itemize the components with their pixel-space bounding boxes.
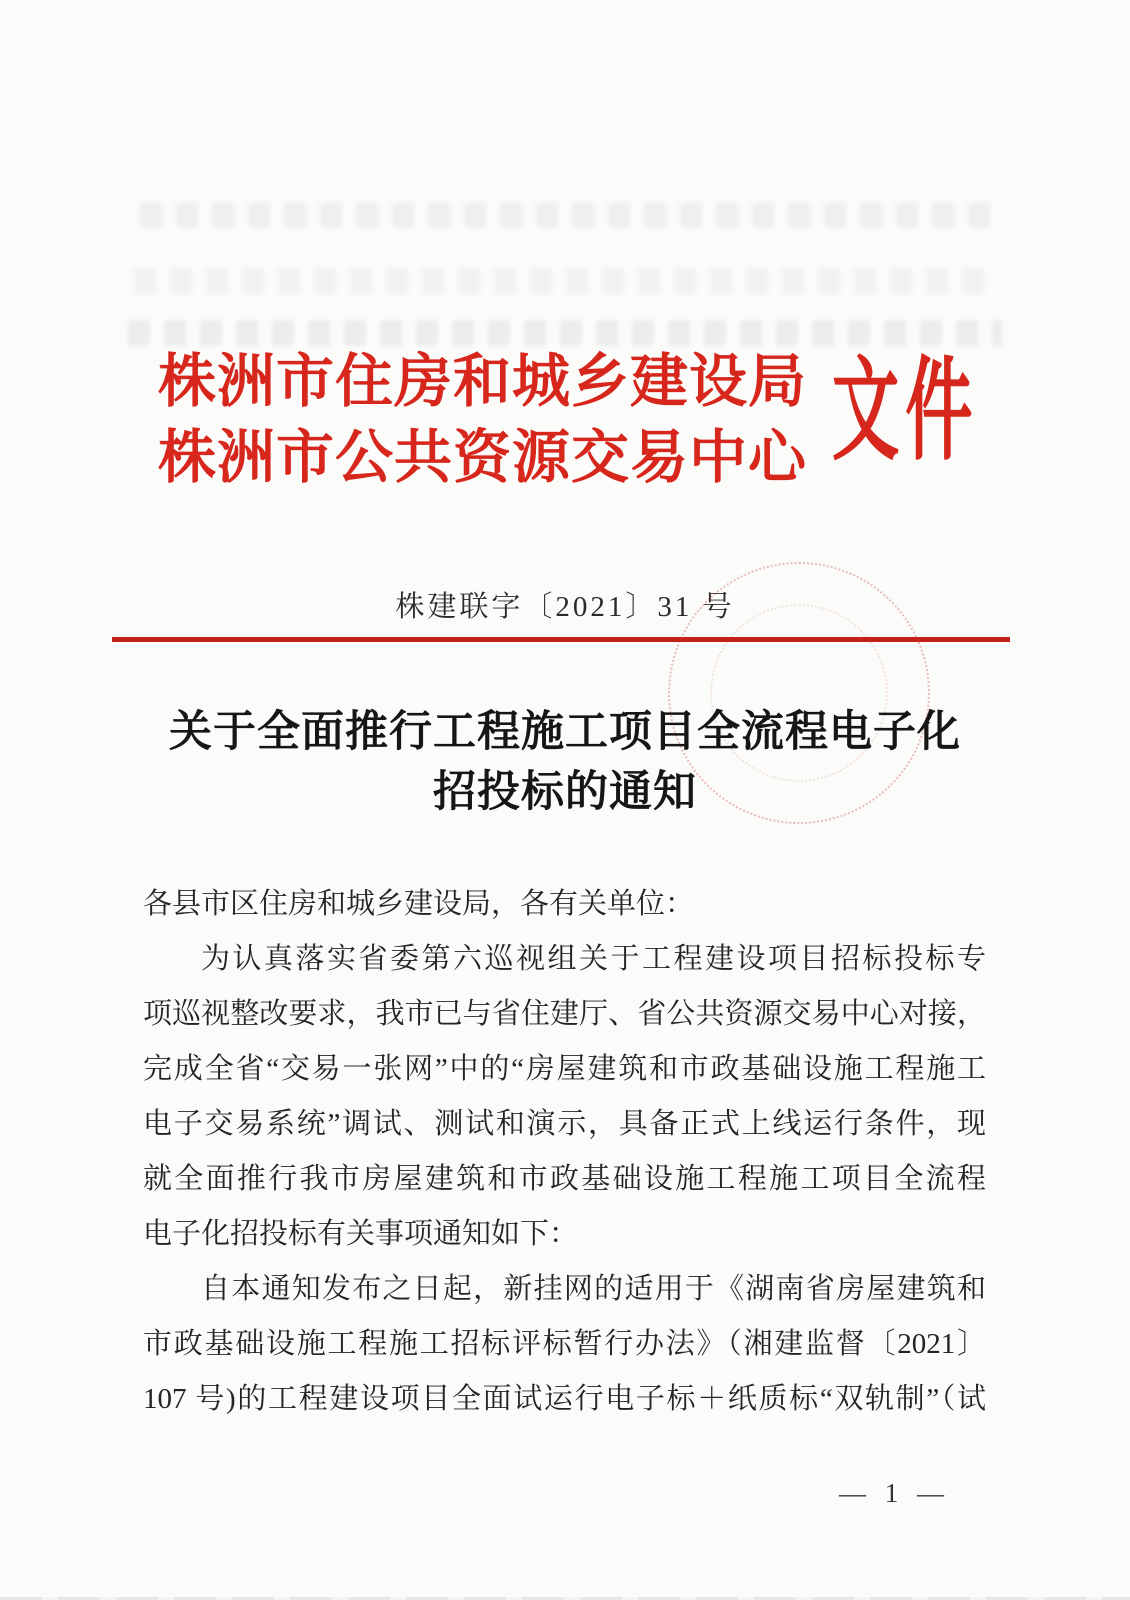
body-line: 就全面推行我市房屋建筑和市政基础设施工程施工项目全流程 [143,1163,986,1195]
body-line: 市政基础设施工程施工招标评标暂行办法》（湘建监督〔2021〕 [143,1328,986,1360]
letterhead-agency-names [158,344,807,496]
body-line: 电子化招投标有关事项通知如下： [143,1218,579,1250]
body-line: 107 号)的工程建设项目全面试运行电子标＋纸质标“双轨制”（试 [143,1383,986,1415]
bleedthrough-row [128,320,1002,346]
document-body [143,877,986,1427]
bleedthrough-row [140,202,990,228]
body-line: 自本通知发布之日起，新挂网的适用于《湖南省房屋建筑和 [201,1273,986,1305]
body-line: 完成全省“交易一张网”中的“房屋建筑和市政基础设施工程施工 [143,1053,986,1085]
body-line: 项巡视整改要求，我市已与省住建厅、省公共资源交易中心对接， [143,998,986,1030]
bleedthrough-row [134,268,994,294]
agency-name-line-1: 株洲市住房和城乡建设局 [158,349,808,414]
notice-title-line-2: 招投标的通知 [433,768,697,816]
body-line: 为认真落实省委第六巡视组关于工程建设项目招标投标专 [201,943,986,975]
body-line: 电子交易系统”调试、测试和演示，具备正式上线运行条件，现 [143,1108,986,1140]
salutation: 各县市区住房和城乡建设局，各有关单位： [143,888,695,920]
page-number: — 1 — [839,1478,950,1508]
doc-number: 株建联字〔2021〕31 号 [395,591,735,623]
doc-type-label: 文件 [832,350,979,474]
agency-name-line-2: 株洲市公共资源交易中心 [158,425,808,490]
notice-title [0,702,1130,822]
notice-title-line-1: 关于全面推行工程施工项目全流程电子化 [169,708,961,756]
